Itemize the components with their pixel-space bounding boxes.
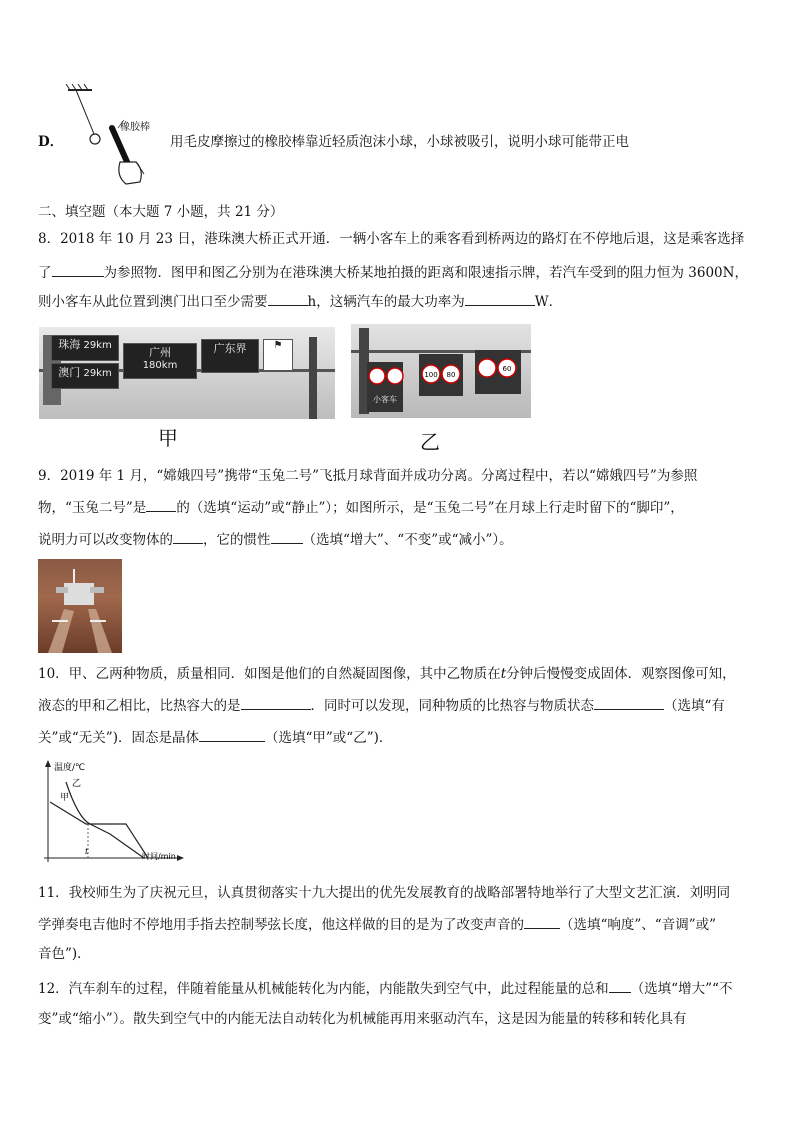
graph-label-t: t <box>85 847 89 856</box>
photo-moon-rover <box>38 559 122 653</box>
q12-line1: 12．汽车刹车的过程，伴随着能量从机械能转化为内能，内能散失到空气中，此过程能量的总和 （选填“增大”“不 <box>38 978 732 999</box>
rover-icon <box>38 559 122 653</box>
speed-limit-3: 60 <box>502 365 512 373</box>
sign-guangdong: 广东界 <box>201 339 259 373</box>
answer-blank[interactable] <box>268 291 308 306</box>
photo-speed-sign <box>351 324 531 418</box>
speed-limit-2: 80 <box>446 371 456 379</box>
q8-line3: 则小客车从此位置到澳门出口至少需要 h，这辆汽车的最大功率为 W． <box>38 291 562 312</box>
caption-jia: 甲 <box>158 426 178 450</box>
sign-zhuhai: 珠海 29km <box>51 335 119 361</box>
answer-blank[interactable] <box>241 695 311 710</box>
graph-label-jia: 甲 <box>60 793 70 803</box>
speed-limit-signs <box>351 324 531 418</box>
q10-line2: 液态的甲和乙相比，比热容大的是 ．同时可以发现，同种物质的比热容与物质状态 （选填“有 <box>38 695 725 716</box>
solidification-graph <box>40 758 190 868</box>
q9-line1: 9．2019 年 1 月，“嫦娥四号”携带“玉兔二号”飞抵月球背面并成功分离。分离过程中，若以“嫦娥四号”为参照 <box>38 468 698 484</box>
answer-blank[interactable] <box>594 695 664 710</box>
sign-guangzhou: 广州 180km <box>123 343 197 379</box>
curve-jia <box>50 802 148 858</box>
answer-blank[interactable] <box>609 978 631 993</box>
photo-distance-sign <box>39 327 335 419</box>
option-d-label: D． <box>38 134 64 150</box>
q9-line2: 物，“玉兔二号”是 的（选填“运动”或“静止”）；如图所示，是“玉兔二号”在月球上行走时留下的“脚印”， <box>38 497 684 518</box>
graph-ylabel: 温度/℃ <box>54 763 86 773</box>
q11-line1: 11．我校师生为了庆祝元旦，认真贯彻落实十九大提出的优先发展教育的战略部署特地举行了大型文艺汇演．刘明同 <box>38 885 731 901</box>
answer-blank[interactable] <box>173 529 203 544</box>
car-label: 小客车 <box>373 395 397 404</box>
curve-yi <box>66 782 144 858</box>
q9-line3: 说明力可以改变物体的 ，它的惯性 （选填“增大”、“不变”或“减小”）。 <box>38 529 513 550</box>
graph-label-yi: 乙 <box>72 779 82 789</box>
q11-line2: 学弹奏电吉他时不停地用手指去控制琴弦长度，他这样做的目的是为了改变声音的 （选填“响度”、“音调”或” <box>38 914 716 935</box>
q8-line2: 了 为参照物．图甲和图乙分别为在港珠澳大桥某地拍摄的距离和限速指示牌，若汽车受到的阻力恒为 3600N， <box>38 262 748 283</box>
q10-line3: 关”或“无关”)．固态是晶体 （选填“甲”或“乙”)． <box>38 727 392 748</box>
sign-icon: ⚑ <box>263 339 293 371</box>
caption-yi: 乙 <box>420 430 440 454</box>
answer-blank[interactable] <box>52 262 104 277</box>
sign-macau: 澳门 29km <box>51 363 119 389</box>
rubber-rod-ball-figure <box>62 84 172 188</box>
q11-line3: 音色”)． <box>38 946 91 962</box>
rod-label: 橡胶棒 <box>120 122 150 133</box>
option-d-text: 用毛皮摩擦过的橡胶棒靠近轻质泡沫小球，小球被吸引，说明小球可能带正电 <box>170 134 629 150</box>
q10-line1: 10．甲、乙两种物质，质量相同．如图是他们的自然凝固图像，其中乙物质在t分钟后慢慢变成固体．观察图像可知， <box>38 666 736 682</box>
answer-blank[interactable] <box>465 291 535 306</box>
answer-blank[interactable] <box>146 497 176 512</box>
answer-blank[interactable] <box>271 529 303 544</box>
answer-blank[interactable] <box>524 914 560 929</box>
graph-xlabel: 时间/min <box>142 852 176 861</box>
speed-limit-1: 100 <box>424 371 438 379</box>
answer-blank[interactable] <box>199 727 265 742</box>
q12-line2: 变”或“缩小”）。散失到空气中的内能无法自动转化为机械能再用来驱动汽车，这是因为能量的转移和转化具有 <box>38 1011 687 1027</box>
section-heading: 二、填空题（本大题 7 小题，共 21 分） <box>38 204 284 220</box>
q8-line1: 8．2018 年 10 月 23 日，港珠澳大桥正式开通．一辆小客车上的乘客看到桥两边的路灯在不停地后退，这是乘客选择 <box>38 231 745 247</box>
